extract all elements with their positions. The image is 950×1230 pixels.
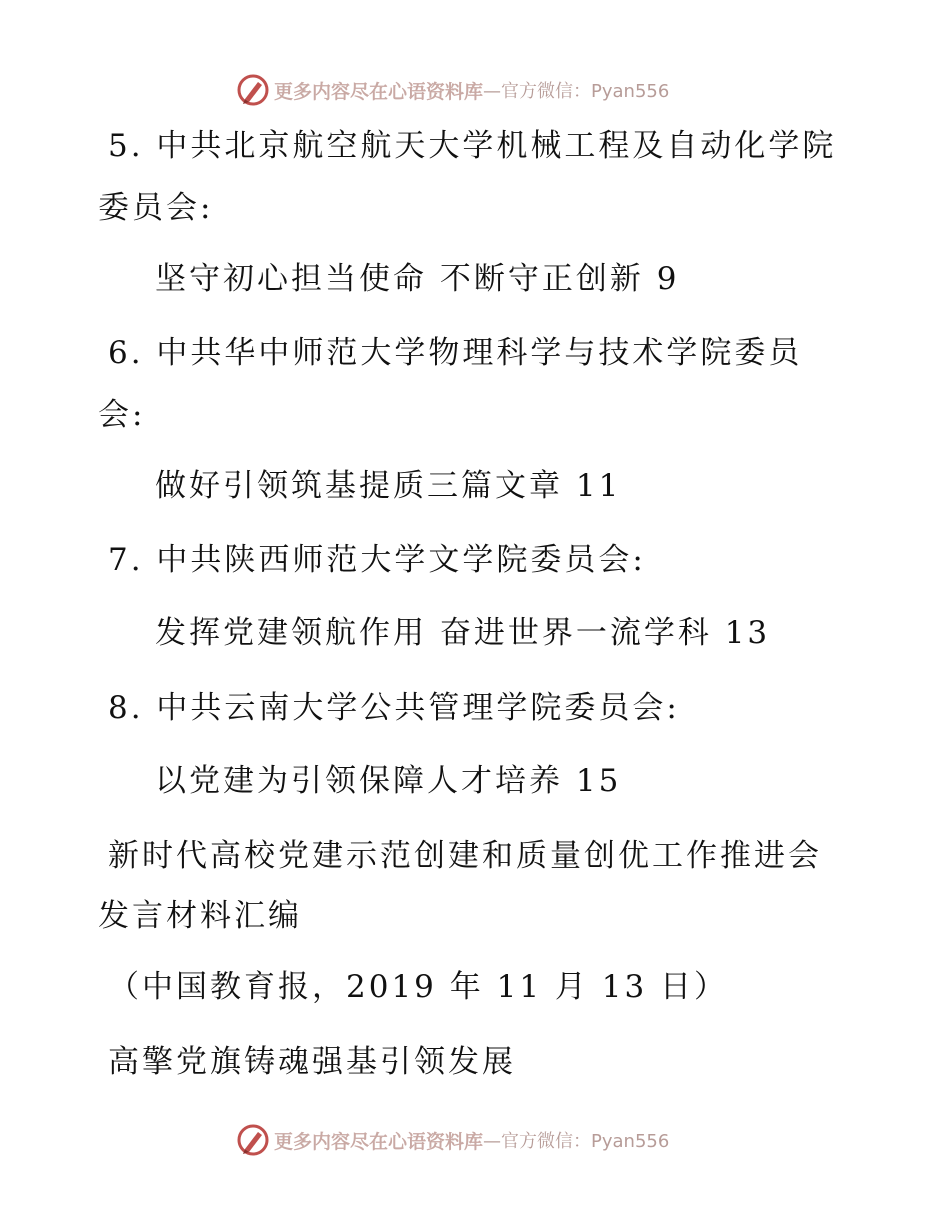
toc-entry-7-title: 发挥党建领航作用 奋进世界一流学科 13 xyxy=(155,615,771,651)
pen-logo-icon xyxy=(236,1123,270,1157)
watermark-header xyxy=(236,72,669,108)
toc-entry-7-heading: 7. 中共陕西师范大学文学院委员会: xyxy=(108,542,646,578)
toc-entry-8-heading: 8. 中共云南大学公共管理学院委员会: xyxy=(108,690,680,726)
watermark-main-text: 更多内容尽在心语资料库 xyxy=(274,80,484,103)
toc-entry-6-heading-cont: 会: xyxy=(98,397,146,433)
watermark-main-text: 更多内容尽在心语资料库 xyxy=(274,1130,484,1153)
pen-logo-icon xyxy=(236,73,270,107)
collection-title: 新时代高校党建示范创建和质量创优工作推进会 xyxy=(108,838,822,874)
toc-entry-8-title: 以党建为引领保障人才培养 15 xyxy=(155,763,622,799)
watermark-footer xyxy=(236,1122,669,1158)
toc-entry-5-heading-cont: 委员会: xyxy=(98,190,214,226)
article-title: 高擎党旗铸魂强基引领发展 xyxy=(108,1044,516,1080)
toc-entry-5-title: 坚守初心担当使命 不断守正创新 9 xyxy=(155,261,680,297)
watermark-sub-text: —官方微信：Pyan556 xyxy=(483,81,670,102)
watermark-sub-text: —官方微信：Pyan556 xyxy=(483,1131,670,1152)
toc-entry-6-title: 做好引领筑基提质三篇文章 11 xyxy=(155,468,622,504)
collection-title-cont: 发言材料汇编 xyxy=(98,898,302,934)
toc-entry-6-heading: 6. 中共华中师范大学物理科学与技术学院委员 xyxy=(108,335,803,371)
toc-entry-5-heading: 5. 中共北京航空航天大学机械工程及自动化学院 xyxy=(108,128,837,164)
source-line: （中国教育报，2019 年 11 月 13 日） xyxy=(108,969,729,1005)
